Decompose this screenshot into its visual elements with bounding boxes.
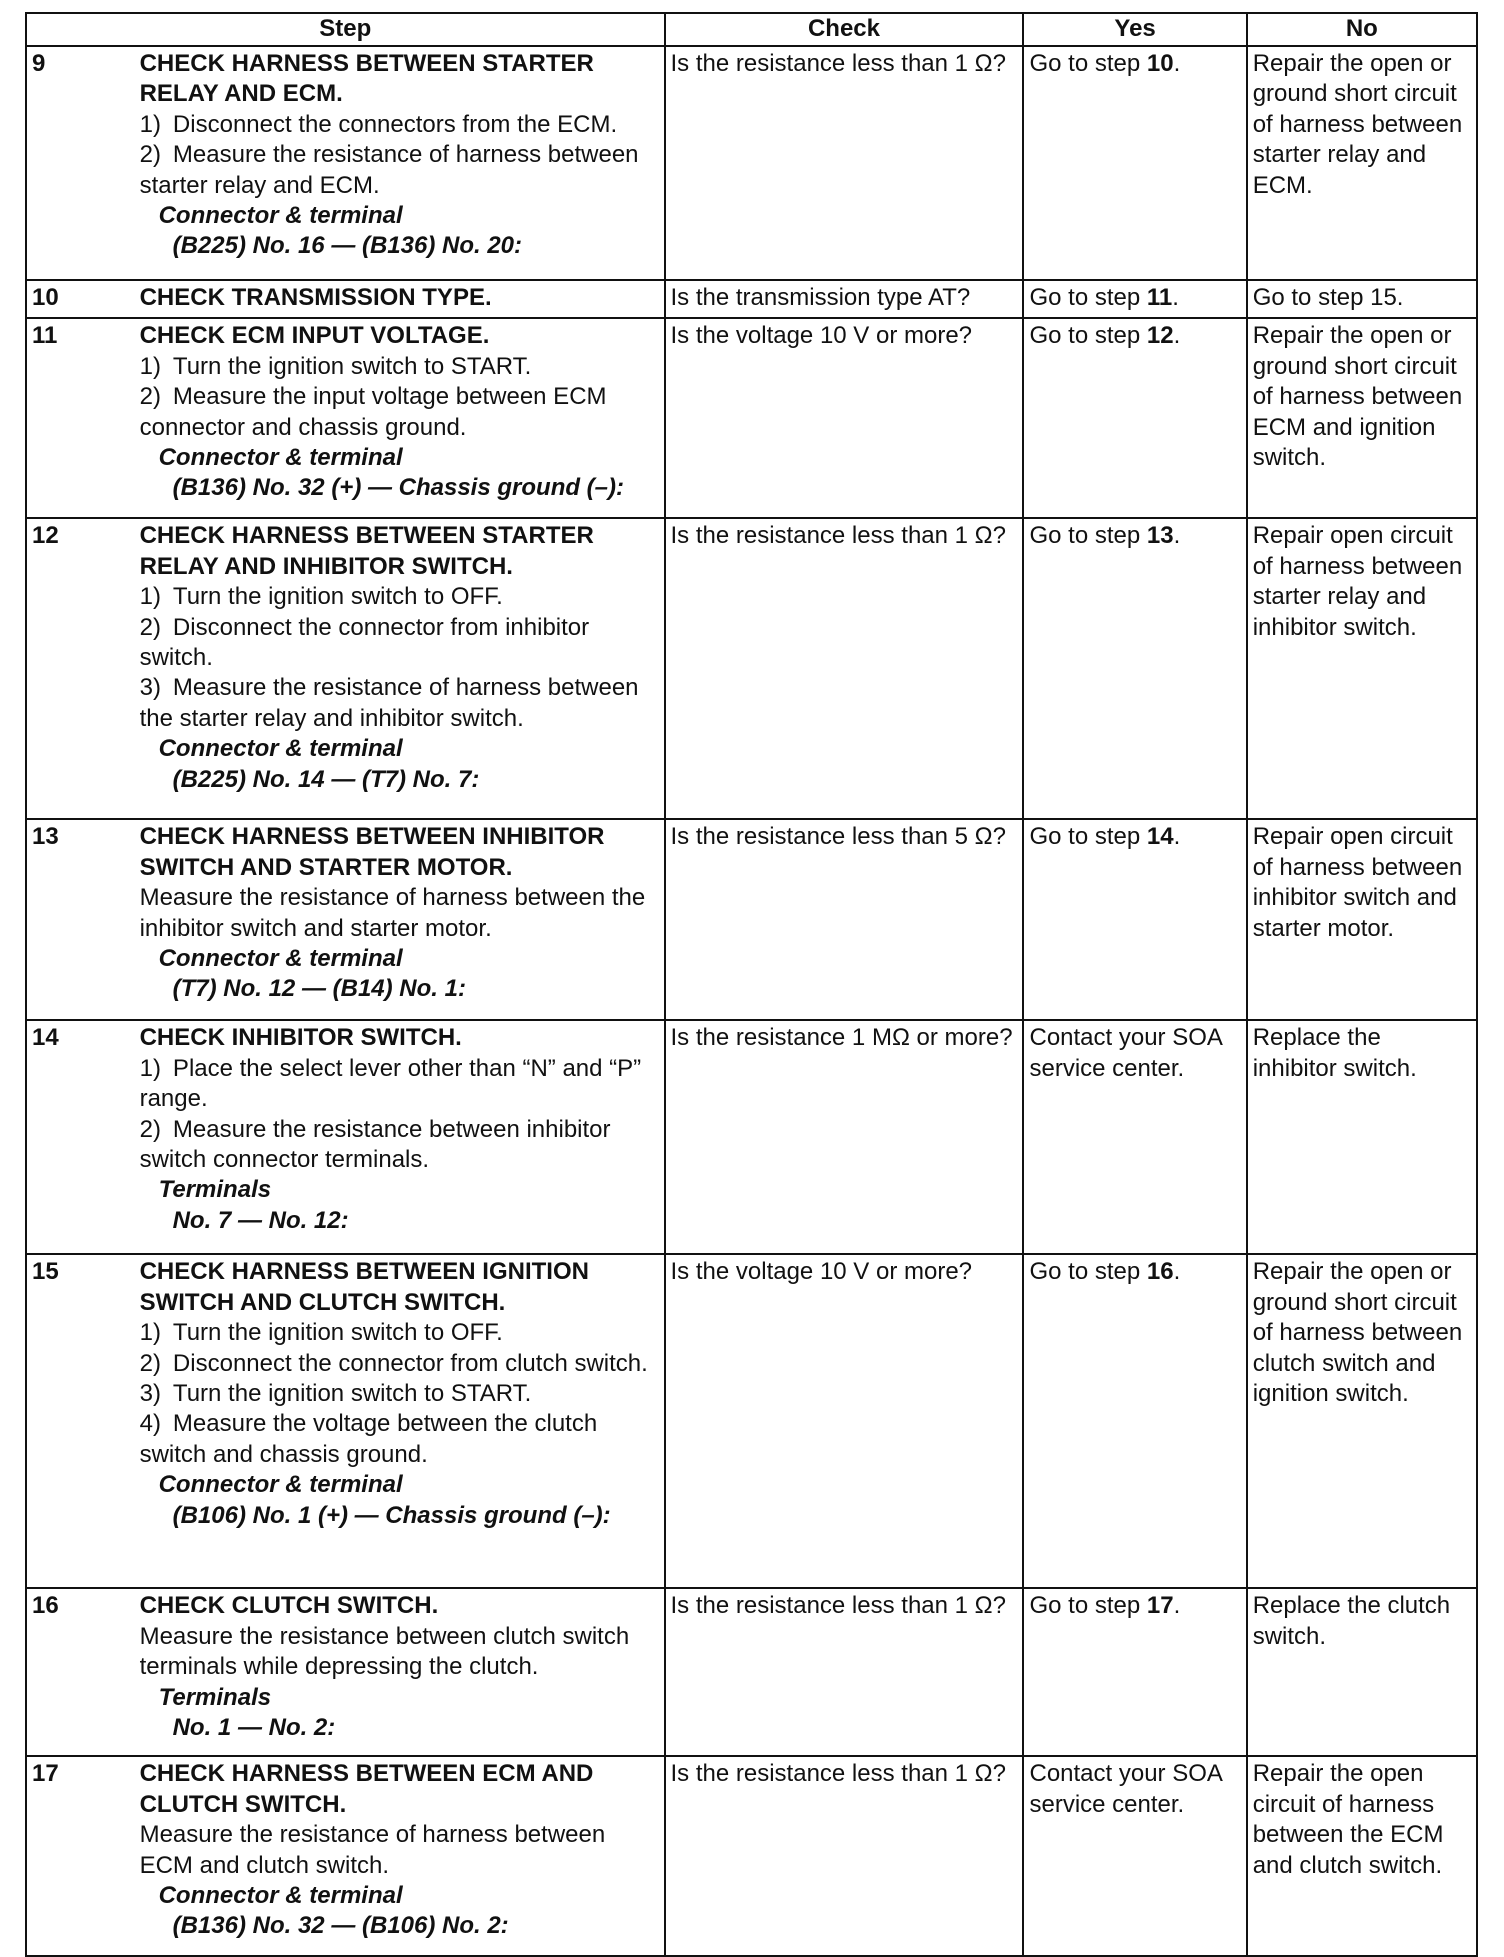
connector-label: Connector & terminal — [158, 444, 403, 472]
yes-action — [1023, 1588, 1246, 1756]
yes-action — [1023, 1254, 1246, 1588]
yes-text: Go to step — [1029, 1592, 1147, 1620]
step-instruction: 2) Measure the resistance of harness between starter relay and ECM. — [139, 141, 639, 199]
yes-text: Contact your SOA service center. — [1029, 1760, 1222, 1818]
yes-text: Contact your SOA service center. — [1029, 1024, 1222, 1082]
step-description — [135, 518, 665, 819]
step-description — [135, 280, 665, 318]
table-row — [26, 518, 1477, 819]
step-instruction: Measure the resistance of harness between the inhibitor switch and starter motor. — [139, 884, 646, 942]
connector-value: (B136) No. 32 (+) — Chassis ground (–): — [172, 474, 624, 502]
step-instruction: 2) Disconnect the connector from inhibitor switch. — [139, 613, 590, 672]
connector-label: Connector & terminal — [158, 202, 403, 230]
table-row — [26, 819, 1477, 1020]
yes-step-target: 12 — [1146, 322, 1174, 350]
yes-suffix: . — [1173, 1258, 1181, 1286]
step-instruction: 1) Turn the ignition switch to OFF. — [139, 1319, 503, 1347]
header-check: Check — [665, 13, 1024, 46]
table-row — [26, 280, 1477, 318]
table-row — [26, 1588, 1477, 1756]
connector-value: (B106) No. 1 (+) — Chassis ground (–): — [172, 1501, 611, 1529]
yes-suffix: . — [1172, 284, 1179, 311]
connector-label: Connector & terminal — [158, 735, 403, 763]
yes-action — [1023, 280, 1246, 318]
yes-action — [1023, 1020, 1246, 1254]
no-action: Repair open circuit of harness between inhibitor switch and starter motor. — [1247, 819, 1477, 1020]
yes-suffix: . — [1173, 823, 1181, 851]
step-number: 14 — [26, 1020, 135, 1254]
yes-suffix: . — [1173, 522, 1181, 550]
diagnostic-procedure-table — [25, 12, 1478, 1957]
step-number: 13 — [26, 819, 135, 1020]
connector-value: (B136) No. 32 — (B106) No. 2: — [172, 1912, 509, 1940]
step-description — [135, 1020, 665, 1254]
yes-step-target: 16 — [1146, 1258, 1174, 1286]
header-yes: Yes — [1023, 13, 1246, 46]
yes-action — [1023, 819, 1246, 1020]
header-no: No — [1247, 13, 1477, 46]
check-question: Is the voltage 10 V or more? — [665, 318, 1024, 518]
connector-label: Terminals — [158, 1683, 272, 1711]
connector-label: Terminals — [158, 1176, 272, 1204]
step-description — [135, 1254, 665, 1588]
step-title: CHECK HARNESS BETWEEN STARTER RELAY AND INHIBITOR SWITCH. — [139, 522, 594, 580]
step-title: CHECK HARNESS BETWEEN INHIBITOR SWITCH AND STARTER MOTOR. — [139, 823, 605, 881]
step-instruction: 1) Turn the ignition switch to START. — [139, 352, 532, 380]
header-step: Step — [26, 13, 665, 46]
yes-suffix: . — [1173, 50, 1181, 77]
step-instruction: 1) Turn the ignition switch to OFF. — [139, 583, 503, 611]
yes-step-target: 13 — [1146, 522, 1174, 550]
no-action: Repair the open or ground short circuit of harness between clutch switch and ignition switch. — [1247, 1254, 1477, 1588]
yes-text: Go to step — [1029, 1258, 1147, 1286]
no-action: Repair the open or ground short circuit of harness between starter relay and ECM. — [1247, 46, 1477, 280]
connector-value: No. 7 — No. 12: — [172, 1206, 349, 1234]
table-body — [26, 46, 1477, 1956]
connector-value: No. 1 — No. 2: — [172, 1714, 336, 1742]
table-row — [26, 46, 1477, 280]
step-description — [135, 1588, 665, 1756]
yes-action — [1023, 518, 1246, 819]
step-number: 9 — [26, 46, 135, 280]
step-title: CHECK INHIBITOR SWITCH. — [139, 1024, 462, 1052]
step-title: CHECK CLUTCH SWITCH. — [139, 1592, 439, 1620]
step-instruction: 2) Measure the input voltage between ECM connector and chassis ground. — [139, 383, 607, 441]
step-number: 16 — [26, 1588, 135, 1756]
yes-text: Go to step — [1029, 823, 1147, 851]
no-action: Replace the clutch switch. — [1247, 1588, 1477, 1756]
step-title: CHECK HARNESS BETWEEN STARTER RELAY AND ECM. — [139, 50, 594, 108]
no-action: Replace the inhibitor switch. — [1247, 1020, 1477, 1254]
yes-action — [1023, 318, 1246, 518]
check-question: Is the resistance less than 1 Ω? — [665, 518, 1024, 819]
yes-text: Go to step — [1029, 322, 1147, 350]
step-instruction: 2) Measure the resistance between inhibitor switch connector terminals. — [139, 1115, 611, 1174]
yes-step-target: 11 — [1146, 284, 1173, 311]
step-number: 10 — [26, 280, 135, 318]
step-instruction: 4) Measure the voltage between the clutch switch and chassis ground. — [139, 1410, 598, 1468]
step-title: CHECK TRANSMISSION TYPE. — [139, 284, 492, 311]
yes-text: Go to step — [1029, 522, 1147, 550]
step-description — [135, 819, 665, 1020]
connector-label: Connector & terminal — [158, 945, 403, 973]
connector-value: (B225) No. 16 — (B136) No. 20: — [172, 232, 523, 260]
table-row — [26, 1756, 1477, 1956]
step-description — [135, 318, 665, 518]
yes-step-target: 14 — [1146, 823, 1174, 851]
step-description — [135, 1756, 665, 1956]
check-question: Is the resistance less than 1 Ω? — [665, 1588, 1024, 1756]
check-question: Is the resistance less than 5 Ω? — [665, 819, 1024, 1020]
step-instruction: 1) Place the select lever other than “N” and “P” range. — [139, 1054, 642, 1113]
no-action: Repair the open or ground short circuit of harness between ECM and ignition switch. — [1247, 318, 1477, 518]
step-description — [135, 46, 665, 280]
connector-label: Connector & terminal — [158, 1471, 403, 1499]
connector-value: (B225) No. 14 — (T7) No. 7: — [172, 765, 480, 793]
check-question: Is the voltage 10 V or more? — [665, 1254, 1024, 1588]
connector-value: (T7) No. 12 — (B14) No. 1: — [172, 975, 466, 1003]
yes-step-target: 17 — [1146, 1592, 1174, 1620]
check-question: Is the transmission type AT? — [665, 280, 1024, 318]
step-number: 17 — [26, 1756, 135, 1956]
no-action: Repair open circuit of harness between starter relay and inhibitor switch. — [1247, 518, 1477, 819]
table-header-row — [26, 13, 1477, 46]
table-row — [26, 1020, 1477, 1254]
table-row — [26, 1254, 1477, 1588]
step-number: 15 — [26, 1254, 135, 1588]
step-instruction: Measure the resistance of harness between ECM and clutch switch. — [139, 1821, 606, 1879]
yes-suffix: . — [1173, 322, 1181, 350]
check-question: Is the resistance 1 MΩ or more? — [665, 1020, 1024, 1254]
step-number: 12 — [26, 518, 135, 819]
step-instruction: 3) Turn the ignition switch to START. — [139, 1380, 532, 1408]
yes-suffix: . — [1173, 1592, 1181, 1620]
step-instruction: 3) Measure the resistance of harness between the starter relay and inhibitor switch. — [139, 674, 639, 732]
yes-step-target: 10 — [1146, 50, 1174, 77]
step-title: CHECK HARNESS BETWEEN ECM AND CLUTCH SWITCH. — [139, 1760, 594, 1818]
yes-action — [1023, 46, 1246, 280]
step-title: CHECK HARNESS BETWEEN IGNITION SWITCH AND CLUTCH SWITCH. — [139, 1258, 589, 1316]
table-row — [26, 318, 1477, 518]
check-question: Is the resistance less than 1 Ω? — [665, 1756, 1024, 1956]
check-question: Is the resistance less than 1 Ω? — [665, 46, 1024, 280]
step-instruction: Measure the resistance between clutch switch terminals while depressing the clutch. — [139, 1622, 630, 1681]
yes-text: Go to step — [1029, 50, 1147, 77]
step-instruction: 1) Disconnect the connectors from the ECM. — [139, 110, 618, 138]
yes-text: Go to step — [1029, 284, 1147, 311]
connector-label: Connector & terminal — [158, 1882, 403, 1910]
step-instruction: 2) Disconnect the connector from clutch switch. — [139, 1349, 648, 1377]
no-action: Go to step 15. — [1247, 280, 1477, 318]
no-action: Repair the open circuit of harness between the ECM and clutch switch. — [1247, 1756, 1477, 1956]
step-title: CHECK ECM INPUT VOLTAGE. — [139, 322, 490, 350]
yes-action — [1023, 1756, 1246, 1956]
step-number: 11 — [26, 318, 135, 518]
